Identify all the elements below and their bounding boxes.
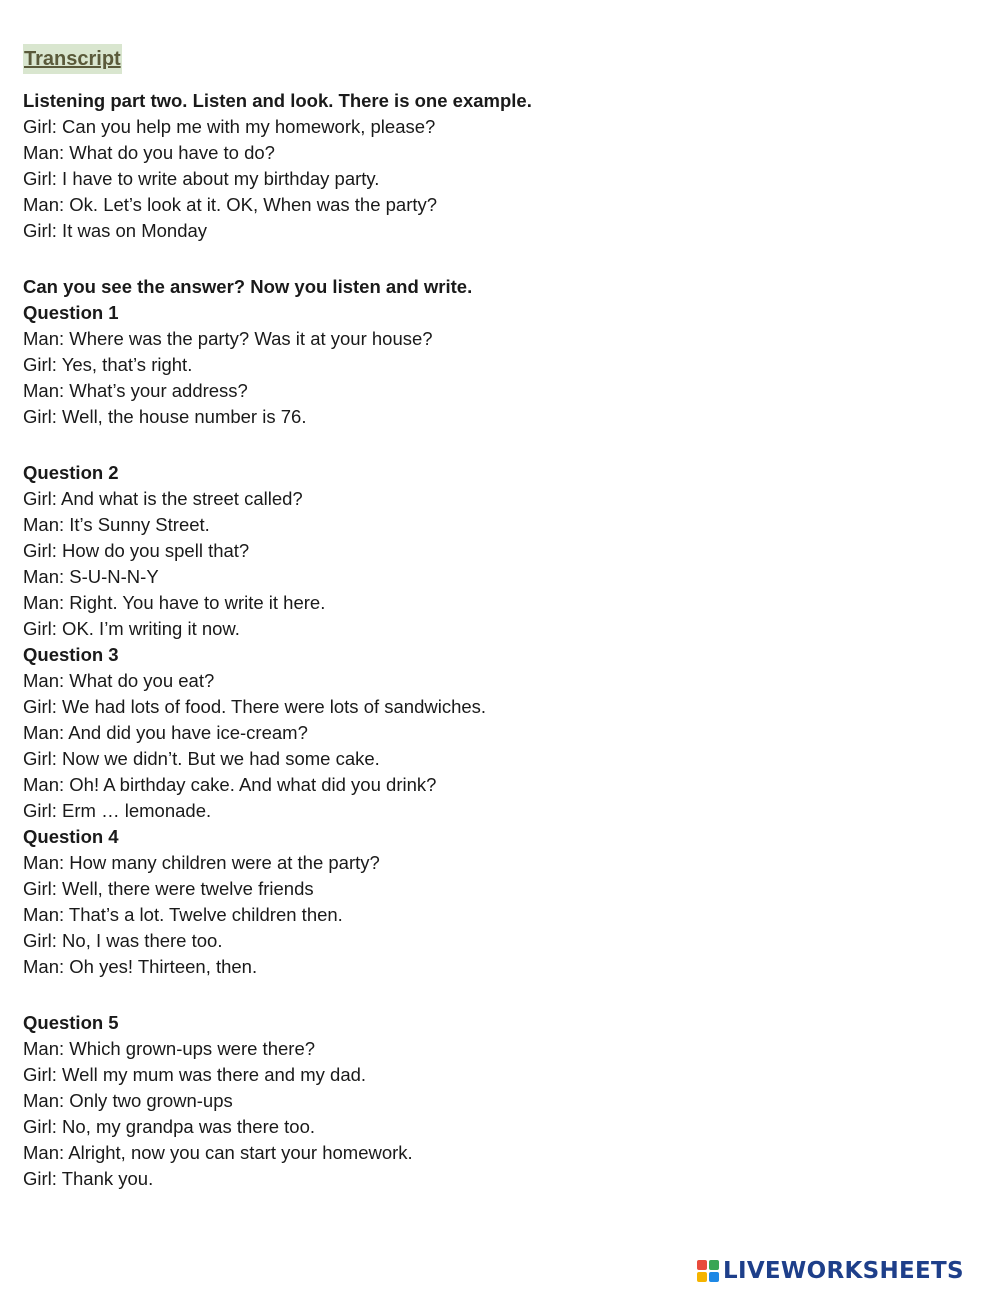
logo-square [709, 1272, 719, 1282]
dialogue-line: Man: Oh! A birthday cake. And what did you drink? [23, 774, 437, 795]
dialogue-line: Girl: Can you help me with my homework, please? [23, 116, 436, 137]
dialogue-line: Girl: How do you spell that? [23, 540, 250, 561]
paragraph-gap [23, 430, 963, 460]
section-heading: Question 2 [23, 462, 119, 483]
dialogue-line: Man: Ok. Let’s look at it. OK, When was the party? [23, 194, 438, 215]
dialogue-line: Girl: Well, there were twelve friends [23, 878, 314, 899]
dialogue-line: Man: What do you have to do? [23, 142, 275, 163]
section-heading: Question 4 [23, 826, 119, 847]
dialogue-line: Girl: It was on Monday [23, 220, 208, 241]
dialogue-line: Girl: I have to write about my birthday party. [23, 168, 380, 189]
dialogue-line: Girl: No, my grandpa was there too. [23, 1116, 316, 1137]
dialogue-line: Girl: OK. I’m writing it now. [23, 618, 240, 639]
dialogue-line: Girl: Well, the house number is 76. [23, 406, 307, 427]
paragraph-gap [23, 244, 963, 274]
dialogue-line: Girl: Erm … lemonade. [23, 800, 212, 821]
dialogue-line: Girl: Thank you. [23, 1168, 154, 1189]
section-heading: Can you see the answer? Now you listen and write. [23, 276, 473, 297]
dialogue-line: Man: Only two grown-ups [23, 1090, 233, 1111]
dialogue-line: Man: And did you have ice-cream? [23, 722, 308, 743]
section-heading: Question 3 [23, 644, 119, 665]
page-title: Transcript [23, 44, 122, 74]
section-heading: Question 1 [23, 302, 119, 323]
section-heading: Listening part two. Listen and look. There is one example. [23, 90, 532, 111]
transcript-body [23, 88, 963, 1192]
dialogue-line: Girl: No, I was there too. [23, 930, 223, 951]
logo-square [697, 1260, 707, 1270]
transcript-page [23, 44, 963, 1192]
dialogue-line: Girl: And what is the street called? [23, 488, 303, 509]
dialogue-line: Man: Oh yes! Thirteen, then. [23, 956, 258, 977]
dialogue-line: Girl: Yes, that’s right. [23, 354, 193, 375]
dialogue-line: Man: Which grown-ups were there? [23, 1038, 316, 1059]
liveworksheets-logo-text: LIVEWORKSHEETS [723, 1258, 964, 1284]
dialogue-line: Man: Alright, now you can start your homework. [23, 1142, 413, 1163]
dialogue-line: Man: Where was the party? Was it at your house? [23, 328, 433, 349]
dialogue-line: Man: S-U-N-N-Y [23, 566, 159, 587]
dialogue-line: Girl: Well my mum was there and my dad. [23, 1064, 367, 1085]
dialogue-line: Man: What’s your address? [23, 380, 248, 401]
dialogue-line: Man: What do you eat? [23, 670, 215, 691]
liveworksheets-logo [697, 1256, 964, 1286]
dialogue-line: Girl: Now we didn’t. But we had some cake. [23, 748, 380, 769]
paragraph-gap [23, 980, 963, 1010]
dialogue-line: Man: It’s Sunny Street. [23, 514, 210, 535]
logo-square [709, 1260, 719, 1270]
logo-square [697, 1272, 707, 1282]
dialogue-line: Man: That’s a lot. Twelve children then. [23, 904, 343, 925]
liveworksheets-logo-icon [697, 1260, 719, 1282]
dialogue-line: Girl: We had lots of food. There were lots of sandwiches. [23, 696, 487, 717]
dialogue-line: Man: Right. You have to write it here. [23, 592, 326, 613]
dialogue-line: Man: How many children were at the party? [23, 852, 380, 873]
section-heading: Question 5 [23, 1012, 119, 1033]
